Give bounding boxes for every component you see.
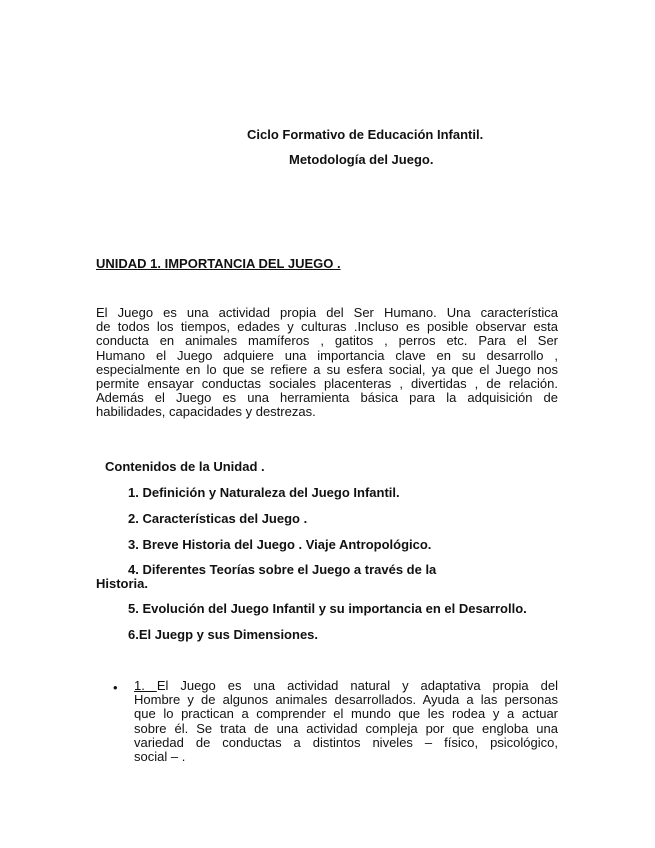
intro-line: conducta en animales mamíferos , gatitos , perros etc. Para el Ser xyxy=(96,333,558,349)
intro-line: Humano el Juego adquiere una importancia clave en su desarrollo , xyxy=(96,347,558,363)
contents-item-1: 1. Definición y Naturaleza del Juego Infantil. xyxy=(128,485,400,500)
section-line: variedad de conductas a distintos niveles – físico, psicológico, xyxy=(134,734,558,750)
section-line: El Juego es una actividad natural y adaptativa propia del xyxy=(156,678,558,693)
section-1-paragraph xyxy=(134,679,558,764)
header-title: Ciclo Formativo de Educación Infantil. xyxy=(247,127,484,142)
section-number: 1. xyxy=(134,678,157,693)
intro-line: Además el Juego es una herramienta básica para la adquisición de xyxy=(96,390,558,406)
contents-heading: Contenidos de la Unidad . xyxy=(105,459,265,474)
intro-line: habilidades, capacidades y destrezas. xyxy=(96,404,316,420)
contents-item-4: 4. Diferentes Teorías sobre el Juego a través de la xyxy=(128,562,437,577)
contents-item-2: 2. Características del Juego . xyxy=(128,511,308,526)
intro-line: especialmente en lo que se refiere a su esfera social, ya que el Juego nos xyxy=(96,361,558,377)
bullet-icon: • xyxy=(113,680,118,695)
section-line: sobre él. Se trata de una actividad compleja por que engloba una xyxy=(134,720,558,736)
intro-line: de todos los tiempos, edades y culturas .Incluso es posible observar esta xyxy=(96,319,558,335)
intro-line: El Juego es una actividad propia del Ser Humano. Una característica xyxy=(96,305,558,320)
contents-item-5: 5. Evolución del Juego Infantil y su importancia en el Desarrollo. xyxy=(128,601,527,616)
unit-title: UNIDAD 1. IMPORTANCIA DEL JUEGO . xyxy=(96,256,341,271)
intro-line: permite ensayar conductas sociales placenteras , divertidas , de relación. xyxy=(96,375,558,391)
contents-item-3: 3. Breve Historia del Juego . Viaje Antropológico. xyxy=(128,537,432,552)
contents-item-4-cont: Historia. xyxy=(96,576,149,591)
intro-paragraph xyxy=(96,306,558,420)
contents-item-6: 6.El Juegp y sus Dimensiones. xyxy=(128,627,319,642)
header-subtitle: Metodología del Juego. xyxy=(289,152,434,167)
section-line: social – . xyxy=(134,748,186,764)
section-line: Hombre y de algunos animales desarrollados. Ayuda a las personas xyxy=(134,692,558,708)
section-line: que lo practican a comprender el mundo que les rodea y a actuar xyxy=(134,706,558,722)
